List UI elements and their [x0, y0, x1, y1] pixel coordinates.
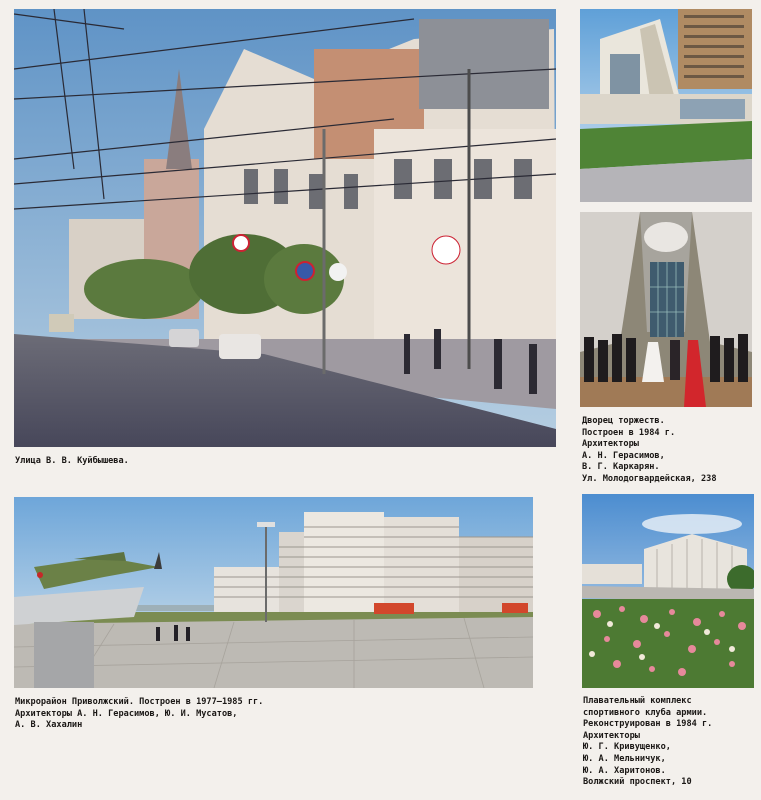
photo-swimming-complex	[582, 494, 754, 688]
caption-line: Волжский проспект, 10	[583, 777, 692, 788]
caption-line: Построен в 1984 г.	[582, 427, 676, 438]
caption-palace	[582, 416, 717, 486]
caption-street	[15, 456, 129, 468]
caption-line: Ул. Молодогвардейская, 238	[582, 473, 717, 484]
caption-line: Дворец торжеств.	[582, 416, 665, 426]
caption-line: Микрорайон Приволжский. Построен в 1977—1985 гг.	[15, 697, 264, 707]
caption-line: А. Н. Герасимов,	[582, 450, 665, 461]
caption-district	[15, 697, 263, 732]
photo-privolzhsky-district	[14, 497, 533, 688]
caption-line: Архитекторы А. Н. Герасимов, Ю. И. Мусатов,	[15, 708, 238, 719]
photo-palace-exterior	[580, 9, 752, 202]
caption-line: Реконструирован в 1984 г.	[583, 719, 713, 730]
caption-pool	[583, 696, 712, 789]
caption-line: Ю. А. Мельничук,	[583, 753, 666, 764]
caption-line: спортивного клуба армии.	[583, 707, 708, 718]
caption-line: Улица В. В. Куйбышева.	[15, 456, 129, 466]
caption-line: Архитекторы	[583, 730, 640, 741]
caption-line: Ю. Г. Кривущенко,	[583, 742, 671, 753]
caption-line: Ю. А. Харитонов.	[583, 765, 666, 776]
caption-line: В. Г. Каркарян.	[582, 462, 660, 473]
photo-kuibyshev-street	[14, 9, 556, 447]
caption-line: А. В. Хахалин	[15, 720, 83, 731]
caption-line: Плавательный комплекс	[583, 696, 692, 706]
caption-line: Архитекторы	[582, 439, 639, 450]
photo-palace-interior	[580, 212, 752, 407]
